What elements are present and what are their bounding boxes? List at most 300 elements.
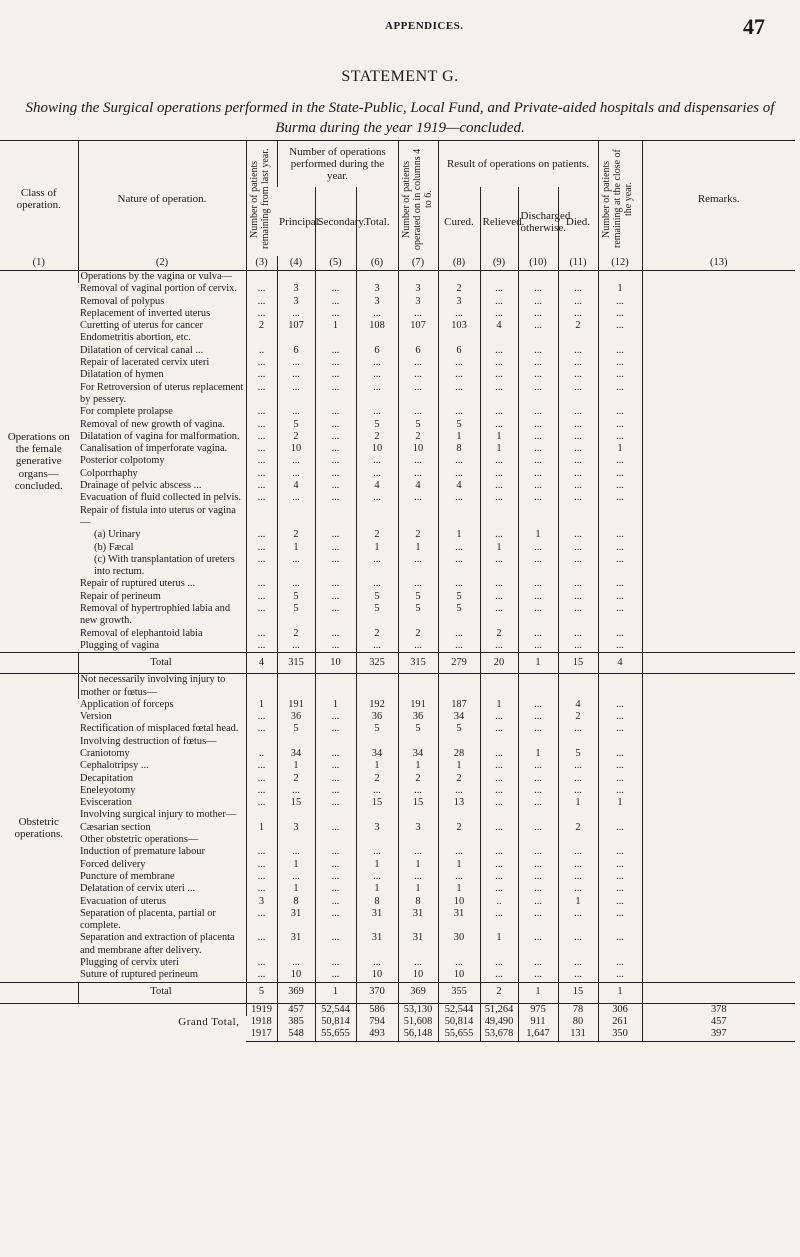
grand-total-cell: 78 [558,1003,598,1016]
operation-name: Evacuation of fluid collected in pelvis. [80,492,242,504]
grand-total-cell: 457 [642,1016,795,1028]
table-cell: ... [558,640,598,653]
table-cell: ... [558,431,598,443]
table-cell: 36 [277,711,315,723]
remarks-cell [642,822,795,834]
table-cell: 107 [398,320,438,345]
table-cell: 2 [356,529,398,541]
table-row [0,883,795,895]
table-cell: 31 [277,932,315,957]
grand-total-cell: 586 [356,1003,398,1016]
table-row [0,308,795,320]
table-cell: 1 [438,529,480,541]
table-cell: ... [315,932,356,957]
table-cell: 2 [277,628,315,640]
table-cell: 15 [356,797,398,809]
table-cell: ... [398,957,438,969]
table-cell: 2 [356,628,398,640]
table-cell: ... [246,723,277,735]
operation-name: Decapitation [80,772,134,784]
table-cell: ... [398,578,438,590]
table-cell: ... [246,797,277,809]
table-cell: ... [315,723,356,735]
table-cell [598,505,642,530]
table-cell: ... [598,296,642,308]
table-cell: 3 [398,822,438,834]
table-cell: ... [438,785,480,797]
table-cell: 1 [438,883,480,895]
table-cell: ... [558,554,598,579]
table-cell: 10 [438,896,480,908]
grand-total-cell: 49,490 [480,1016,518,1028]
table-cell: ... [558,773,598,785]
column-number: (9) [480,256,518,271]
remarks-cell [642,296,795,308]
column-number: (1) [0,256,78,271]
table-cell: 5 [277,591,315,603]
table-cell: ... [558,785,598,797]
table-cell: ... [480,296,518,308]
table-row [0,640,795,653]
table-cell: ... [518,455,558,467]
table-cell: ... [598,357,642,369]
remarks-cell [642,760,795,772]
table-cell: ... [277,785,315,797]
table-cell: ... [398,308,438,320]
table-cell: ... [480,760,518,772]
table-cell: ... [480,603,518,628]
operation-name: Application of forceps [80,698,174,710]
grand-total-cell: 385 [277,1016,315,1028]
table-row [0,529,795,541]
table-cell: ... [518,883,558,895]
table-cell: ... [315,468,356,480]
table-row [0,809,795,821]
table-cell: ... [277,492,315,504]
table-cell [277,674,315,699]
table-cell: ... [558,542,598,554]
table-cell [518,674,558,699]
operation-name: Cæsarian section [80,821,151,833]
table-row [0,578,795,590]
table-row [0,674,795,699]
table-row [0,357,795,369]
table-cell [598,834,642,846]
table-row [0,468,795,480]
table-row [0,345,795,357]
table-row [0,406,795,418]
table-cell: ... [518,480,558,492]
table-cell: ... [315,431,356,443]
column-numbers-row [0,256,795,271]
table-cell: ... [480,283,518,295]
table-cell: ... [277,640,315,653]
table-cell: ... [518,957,558,969]
table-cell: ... [277,455,315,467]
table-cell: 5 [398,591,438,603]
table-cell: ... [315,748,356,760]
total-label: Total [78,982,246,1003]
table-cell: ... [480,969,518,982]
table-cell: 5 [277,419,315,431]
table-cell [438,271,480,284]
table-cell: 3 [246,896,277,908]
remarks-cell [642,932,795,957]
grand-total-cell: 55,655 [315,1028,356,1041]
table-cell: ... [398,369,438,381]
table-cell: ... [246,969,277,982]
table-cell: ... [246,455,277,467]
operation-name: Posterior colpotomy [80,455,165,467]
table-cell: 107 [277,320,315,345]
table-cell: ... [315,296,356,308]
statement-title: STATEMENT G. [341,68,459,85]
table-cell [315,736,356,748]
table-cell: 15 [398,797,438,809]
table-row [0,871,795,883]
table-cell: ... [598,871,642,883]
grand-total-cell: 457 [277,1003,315,1016]
table-cell: 13 [438,797,480,809]
table-cell: 192 [356,699,398,711]
table-cell: 1 [246,822,277,834]
total-spacer [0,982,78,1003]
table-cell: ... [598,480,642,492]
table-cell [398,271,438,284]
table-cell: ... [558,369,598,381]
remarks-cell [642,748,795,760]
table-cell: 1 [438,859,480,871]
table-cell [598,271,642,284]
table-cell: ... [356,357,398,369]
table-cell: 1 [480,932,518,957]
table-cell: ... [246,529,277,541]
table-cell: ... [598,969,642,982]
table-cell: 2 [398,773,438,785]
table-cell: ... [558,419,598,431]
table-cell: 2 [277,773,315,785]
remarks-cell [642,773,795,785]
table-cell: ... [315,859,356,871]
table-cell: ... [356,369,398,381]
grand-total-cell: 56,148 [398,1028,438,1041]
remarks-cell [642,308,795,320]
table-cell: ... [246,957,277,969]
table-cell: .. [480,896,518,908]
remarks-cell [642,480,795,492]
grand-total-cell: 53,678 [480,1028,518,1041]
table-cell [356,674,398,699]
table-cell: ... [558,723,598,735]
table-cell: ... [480,859,518,871]
table-cell: ... [438,382,480,407]
table-row [0,443,795,455]
operation-name: Dilatation of vagina for malformation. [80,430,240,442]
table-cell: 2 [277,431,315,443]
table-cell: ... [438,554,480,579]
total-cell: 1 [315,982,356,1003]
table-cell: ... [315,871,356,883]
table-cell: ... [315,492,356,504]
table-cell: ... [356,492,398,504]
table-cell: ... [558,480,598,492]
table-cell [398,736,438,748]
table-cell: ... [356,554,398,579]
table-row [0,591,795,603]
table-cell: ... [277,957,315,969]
table-cell: ... [315,603,356,628]
table-cell: ... [356,455,398,467]
table-cell: .. [246,748,277,760]
table-cell: ... [598,542,642,554]
table-cell: ... [558,760,598,772]
remarks-cell [642,640,795,653]
table-cell: ... [598,723,642,735]
table-cell [277,505,315,530]
total-cell: 20 [480,653,518,674]
table-cell: 187 [438,699,480,711]
table-cell: ... [480,871,518,883]
remarks-cell [642,969,795,982]
grand-total-year: 1917 [246,1028,277,1041]
grand-total-cell: 53,130 [398,1003,438,1016]
grand-total-cell: 131 [558,1028,598,1041]
grand-total-cell: 52,544 [315,1003,356,1016]
operation-name: Cephalotripsy ... [80,760,149,772]
table-cell: ... [277,382,315,407]
table-cell [356,809,398,821]
table-cell: ... [246,492,277,504]
table-cell: ... [398,406,438,418]
table-cell: 5 [398,723,438,735]
table-cell: 1 [480,443,518,455]
table-cell: ... [480,369,518,381]
table-cell: ... [438,455,480,467]
column-number: (6) [356,256,398,271]
table-cell: 4 [398,480,438,492]
grand-total-cell: 911 [518,1016,558,1028]
table-cell: ... [246,443,277,455]
table-cell: ... [558,345,598,357]
table-body [0,271,795,1042]
table-row [0,296,795,308]
table-cell: ... [480,480,518,492]
table-cell: ... [518,760,558,772]
table-cell: ... [480,640,518,653]
table-cell [277,809,315,821]
operation-name: (a) Urinary [94,529,141,541]
class-of-operation: Obstetric operations. [14,815,64,840]
table-cell: ... [598,554,642,579]
table-cell: 1 [398,883,438,895]
table-cell: ... [246,773,277,785]
table-cell: ... [398,455,438,467]
table-cell: ... [518,345,558,357]
table-row [0,431,795,443]
operation-name: Replacement of inverted uterus [80,307,211,319]
header-relieved: Relieved. [480,187,518,256]
table-cell: 1 [518,529,558,541]
table-cell: ... [315,529,356,541]
table-cell: ... [518,773,558,785]
remarks-cell [642,382,795,407]
table-cell [480,505,518,530]
column-number: (3) [246,256,277,271]
table-row [0,846,795,858]
table-cell: 5 [356,419,398,431]
table-cell: 5 [356,603,398,628]
table-cell: ... [598,711,642,723]
grand-total-cell: 397 [642,1028,795,1041]
table-cell [480,674,518,699]
table-cell: ... [480,846,518,858]
grand-total-cell: 52,544 [438,1003,480,1016]
table-cell: ... [518,468,558,480]
table-row [0,369,795,381]
table-cell: ... [438,628,480,640]
total-cell: 15 [558,982,598,1003]
grand-total-row [0,1003,795,1016]
table-cell: ... [246,871,277,883]
table-row [0,932,795,957]
total-cell: 10 [315,653,356,674]
table-cell: ... [480,419,518,431]
table-cell [480,271,518,284]
table-cell [246,505,277,530]
table-cell [246,809,277,821]
table-row [0,554,795,579]
header-remaining-close: Number of patients remaining at the close of the year. [598,141,642,257]
table-cell: 34 [398,748,438,760]
table-cell [315,505,356,530]
table-cell: ... [518,296,558,308]
total-cell: 4 [598,653,642,674]
table-cell: 2 [558,320,598,345]
table-cell: ... [246,578,277,590]
table-cell: ... [315,542,356,554]
header-principal: Principal. [279,215,322,228]
table-cell: 1 [480,431,518,443]
column-number: (13) [642,256,795,271]
operation-name: Rectification of misplaced fœtal head. [80,723,239,735]
table-cell: ... [480,382,518,407]
table-cell: 31 [356,908,398,933]
table-cell: ... [558,578,598,590]
table-cell: ... [558,308,598,320]
table-cell: 1 [598,797,642,809]
table-cell: 31 [398,908,438,933]
table-row [0,283,795,295]
table-cell: 108 [356,320,398,345]
table-cell: ... [598,773,642,785]
table-cell: ... [277,406,315,418]
table-cell: ... [598,908,642,933]
table-cell: 2 [558,711,598,723]
table-cell: ... [480,578,518,590]
table-cell: 4 [558,699,598,711]
table-cell: ... [315,345,356,357]
remarks-cell [642,345,795,357]
table-cell: 2 [398,529,438,541]
total-cell: 1 [518,982,558,1003]
table-cell: ... [315,480,356,492]
table-cell: 1 [598,443,642,455]
remarks-cell [642,492,795,504]
remarks-cell [642,908,795,933]
remarks-cell [642,603,795,628]
table-cell: ... [518,723,558,735]
table-cell [398,809,438,821]
table-cell: ... [246,382,277,407]
table-cell [438,505,480,530]
table-cell [315,809,356,821]
remarks-cell [642,711,795,723]
table-cell [438,736,480,748]
column-number: (7) [398,256,438,271]
table-cell [558,674,598,699]
table-cell: 1 [277,542,315,554]
table-cell [356,271,398,284]
table-cell: 10 [356,443,398,455]
table-cell: 36 [398,711,438,723]
table-cell: 1 [518,748,558,760]
table-cell: ... [518,969,558,982]
total-cell: 315 [277,653,315,674]
table-row [0,320,795,345]
table-cell [558,271,598,284]
table-cell: 10 [356,969,398,982]
table-cell: ... [438,957,480,969]
table-cell: 3 [356,822,398,834]
table-cell: ... [598,748,642,760]
grand-total-cell: 261 [598,1016,642,1028]
remarks-cell [642,859,795,871]
table-cell: ... [246,308,277,320]
remarks-cell [642,578,795,590]
table-cell: ... [480,554,518,579]
remarks-cell [642,883,795,895]
table-cell: 1 [598,283,642,295]
table-cell: 8 [277,896,315,908]
table-row [0,908,795,933]
table-cell: ... [518,283,558,295]
column-number: (4) [277,256,315,271]
table-cell: ... [438,542,480,554]
table-cell: ... [246,357,277,369]
table-cell [277,271,315,284]
table-cell: 5 [438,419,480,431]
table-cell: 4 [356,480,398,492]
remarks-cell [642,271,795,284]
table-cell: ... [480,711,518,723]
table-cell: ... [558,859,598,871]
column-number: (10) [518,256,558,271]
operation-name: (c) With transplantation of ureters into rectum. [94,553,235,578]
grand-total-label: Grand Total, [178,1016,240,1029]
table-cell [246,674,277,699]
table-cell: ... [518,591,558,603]
remarks-cell [642,736,795,748]
table-cell: 1 [356,760,398,772]
table-cell: ... [598,628,642,640]
operation-name: Removal of polypus [80,295,165,307]
table-cell: ... [315,406,356,418]
remarks-cell [642,431,795,443]
table-cell: 1 [246,699,277,711]
table-cell [558,809,598,821]
table-cell: 8 [398,896,438,908]
table-cell: ... [438,846,480,858]
